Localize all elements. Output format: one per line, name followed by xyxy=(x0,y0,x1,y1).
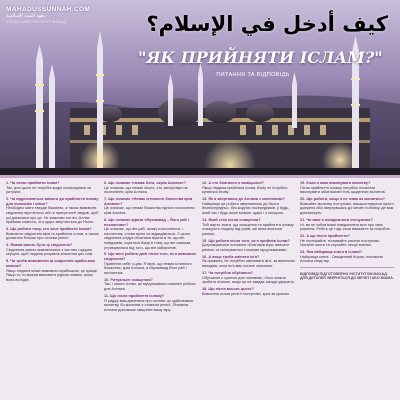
header-banner xyxy=(0,0,400,178)
answer: Після прийняття Ісламу потрібно починати виконувати обов'язкові п'ять щоденних молитов. xyxy=(300,185,386,195)
question: 5. Чи треба вимовляти ці свідчення арабською мовою? xyxy=(6,259,96,269)
footnote-divider xyxy=(300,267,394,268)
answer: Найкраще це робити звертаючись до Нього безпосередньо, без жодних посередників, у будь-який час і будь-якою мовою, щиро і з покорою. xyxy=(202,201,290,215)
answer: Найкраща книга - Священний Коран, послання Аллаха людству. xyxy=(300,254,383,264)
qa-column-4 xyxy=(300,181,394,396)
question: 3. Що робити тому, хто хоче прийняти Іслам? xyxy=(6,227,92,232)
question: 21. Чи маю я повідомляти оточуючих? xyxy=(300,217,373,222)
question: 13. Як я звертаюся до Аллаха з моліннями? xyxy=(202,197,285,202)
question: 14. Який стан після очищення? xyxy=(202,217,261,222)
answer: Привітати себе з цим. Я вірю, що немає істинного божества, крім Аллаха, а Мухаммад Його раб і посланник. xyxy=(104,261,192,275)
question: 2. Чи відрізняються вимоги до прийняття Ісламу для чоловіків і жінок? xyxy=(6,197,99,206)
qa-item xyxy=(300,234,394,248)
qa-item xyxy=(300,197,394,215)
qa-item xyxy=(104,294,198,312)
title-arabic: كيف أدخل في الإسلام؟ xyxy=(146,12,388,36)
question: 11. Що після прийняття Ісламу? xyxy=(104,294,165,299)
question: 8. Що означає фраза «Мухаммад – Його раб і посланник»? xyxy=(104,217,190,227)
question: 20. Що робити, якщо я не знаю як молитися? xyxy=(300,197,385,202)
answer: Обрізання є сунною для чоловіків, і його можна зробити пізніше, якщо це не завдає шкоди здоров'ю. xyxy=(202,275,295,285)
question: 17. Чи потрібна обрізання? xyxy=(202,271,254,276)
question: 12. А хто благання о хаміцьєнні? xyxy=(202,181,264,185)
qa-item xyxy=(104,278,198,292)
answer: Так, для цього не потрібні жодні посередники чи ритуали. xyxy=(6,185,91,195)
site-branding xyxy=(6,6,90,24)
question: 7. Що означає «Немає істинного божества крім Аллаха»? xyxy=(104,197,193,206)
answer: Так, і омити Іслам, це мусульманин повинен робити для Аллаха. xyxy=(104,282,196,292)
footnote: ВІДПОВІДІ ПІДГОТОВЛЕНО ІНСТИТУТОМ МАХАД. ДЛЯ ДЕТАЛЕЙ ЗВЕРНІТЬСЯ ДО МЕЧЕТІ АБО ІМАМА. xyxy=(300,272,394,281)
qa-item xyxy=(6,243,100,257)
answer: Якщо людина може вимовити арабською, це краще. Якщо ні, то можна вимовити рідною мовою, якою вона володіє. xyxy=(6,268,99,282)
qa-item xyxy=(300,250,394,264)
answer: Як правило, не потрібно змінювати ім'я, за винятком випадків, коли ім'я має погане значення. xyxy=(202,259,295,269)
qa-item xyxy=(202,271,296,285)
answer: Ні, ви не зобов'язані повідомляти всіх про своє рішення. Робіть це тоді, коли вважаєте за потрібне. xyxy=(300,222,391,232)
qa-item xyxy=(6,259,100,282)
qa-column-1 xyxy=(6,181,100,396)
answer: Це означає, що він раб, якому поклоняться, і посланник, слова якого не відкидаються. З цього свідчення слідує обов'язок вірити в те, що він повідомив, коритися йому в тому, що він наказав, утримуватися від того, що він заборонив. xyxy=(104,227,192,250)
qa-item xyxy=(202,287,296,296)
answer: Дотримуватися основних обов'язків віри, вивчати релігію та спілкуватися з іншими мусульманами. xyxy=(202,243,290,252)
answer: Це означає, що немає божества гідного поклоніння, крім Аллаха. xyxy=(104,206,196,215)
qa-column-2 xyxy=(104,181,198,396)
qa-item xyxy=(104,252,198,275)
answer: Я раджу вам дізнатися про основи, як здійснювати молитву, бо молитва є стовпом релігії. Пізнання Аллаха допоможе зміцнити вашу віру. xyxy=(104,298,194,312)
question: 19. Коли я маю виконувати молитву? xyxy=(300,181,371,185)
qa-item xyxy=(202,197,296,215)
qa-item xyxy=(6,181,100,195)
qa-item xyxy=(6,197,100,225)
qa-item xyxy=(300,181,394,195)
site-logo-subtitle: ІСЛАМСЬКИЙ ІНСТИТУТ МАХАД xyxy=(6,20,67,24)
question: 18. Що після всього цього? xyxy=(202,287,254,292)
qa-item xyxy=(104,197,198,215)
qa-item xyxy=(202,218,296,236)
qa-item xyxy=(104,181,198,195)
qa-content xyxy=(6,181,394,396)
question: 1. Чи легко прийняти Іслам? xyxy=(6,181,60,185)
question: 15. Що робити після того, як я прийняв Іслам? xyxy=(202,238,290,243)
answer: Якщо людина прийняла Іслам, йому не потрібно купатися знову. xyxy=(202,185,288,195)
answer: Не поспішайте, пізнавайте релігію поступово. Читайте книги та слухайте лекції вчених. xyxy=(300,238,381,248)
subtitle: ПИТАННЯ ТА ВІДПОВІДЬ xyxy=(216,72,290,78)
site-logo-arabic: معهد السنة الإسلامية xyxy=(6,14,46,19)
question: 6. Що означає «немає бога, окрім Аллаха»? xyxy=(104,181,187,185)
answer: Необхідно мати тверде бажання, а також вимовити свідчення віри вголос або в присутності свідків, щоб усі дізналися про це. Не важливо хто ви, Аллах приймає кожного, хто щиро звертається до Нього. xyxy=(6,206,99,225)
qa-item xyxy=(202,255,296,269)
question: 16. А якщо треба змінити ім'я? xyxy=(202,254,260,259)
qa-item xyxy=(104,218,198,250)
answer: Це означає, що немає нікого, хто заслуговує на поклоніння, крім Аллаха. xyxy=(104,185,188,195)
question: 22. А що після прийняття? xyxy=(300,234,350,239)
qa-column-3 xyxy=(202,181,296,396)
site-name: MAHADUSSUNNAH.COM xyxy=(6,6,91,13)
answer: Вимовити свідчення віри та прийняти Іслам, а також дізнатися більше про основи релігії. xyxy=(6,231,99,241)
answer: Вивчайте молитву поступово, використовуючи прості джерела або звернувшись до мечеті поблизу, де вам допоможуть. xyxy=(300,201,394,215)
question: 10. Ритуальне очищення? xyxy=(104,277,153,282)
question: 9. Що мені робити далі після того, як я вимовлю свідчення? xyxy=(104,252,196,262)
qa-item xyxy=(202,239,296,253)
qa-item xyxy=(202,181,296,195)
title-ukrainian: "ЯК ПРИЙНЯТИ ІСЛАМ?" xyxy=(138,48,383,67)
answer: Вивчення основ релігії поступово, крок за кроком. xyxy=(202,291,290,296)
answer: Свідчення мають вимовлятися з чистим і щирим серцем, щоб людина розуміла значення цих слів. xyxy=(6,247,94,257)
answer: Тобі варто знати, що очищення та прийняття Ісламу очищують людину від гріхів, які вона вчинила раніше. xyxy=(202,222,294,236)
question: 23. Яка найкраща книга в Ісламі? xyxy=(300,250,363,255)
qa-item xyxy=(300,218,394,232)
qa-item xyxy=(6,227,100,241)
question: 4. Якими мають бути ці свідчення? xyxy=(6,243,73,248)
